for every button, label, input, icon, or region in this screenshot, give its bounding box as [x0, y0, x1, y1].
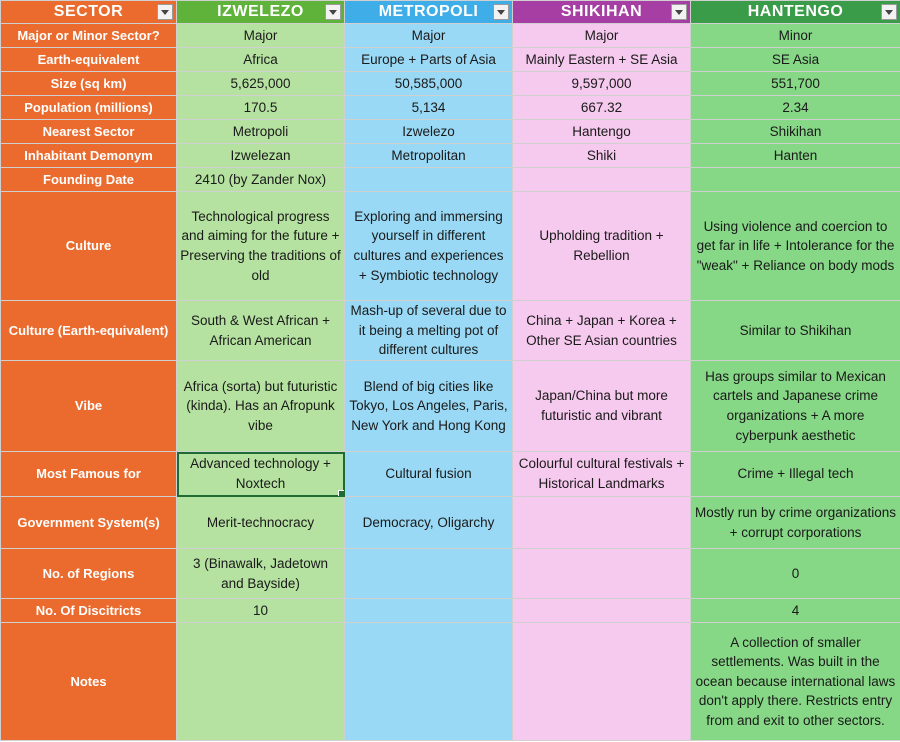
header-label: SHIKIHAN [560, 3, 643, 21]
hantengo-cell[interactable]: SE Asia [691, 48, 900, 72]
metropoli-cell[interactable] [345, 168, 513, 192]
table-row [1, 72, 900, 96]
izwelezo-cell[interactable]: Africa (sorta) but futuristic (kinda). Has an Afropunk vibe [177, 361, 345, 452]
metropoli-cell[interactable] [345, 549, 513, 599]
header-row [1, 1, 900, 24]
row-label-cell[interactable]: Inhabitant Demonym [1, 144, 177, 168]
table-row [1, 497, 900, 549]
izwelezo-cell[interactable]: 2410 (by Zander Nox) [177, 168, 345, 192]
hantengo-cell[interactable]: Hanten [691, 144, 900, 168]
metropoli-cell[interactable]: Blend of big cities like Tokyo, Los Angeles, Paris, New York and Hong Kong [345, 361, 513, 452]
shikihan-cell[interactable] [513, 168, 691, 192]
row-label-cell[interactable]: Notes [1, 623, 177, 741]
metropoli-cell[interactable]: Exploring and immersing yourself in different cultures and experiences + Symbiotic technology [345, 192, 513, 301]
shikihan-cell[interactable]: Upholding tradition + Rebellion [513, 192, 691, 301]
shikihan-cell[interactable]: Shiki [513, 144, 691, 168]
header-label: IZWELEZO [217, 3, 304, 21]
izwelezo-cell[interactable]: Izwelezan [177, 144, 345, 168]
hantengo-cell[interactable]: 2.34 [691, 96, 900, 120]
table-row [1, 168, 900, 192]
row-label-cell[interactable]: Major or Minor Sector? [1, 24, 177, 48]
header-cell-izwelezo[interactable] [177, 1, 345, 24]
header-label: SECTOR [53, 3, 124, 21]
metropoli-cell[interactable] [345, 599, 513, 623]
hantengo-cell[interactable]: 0 [691, 549, 900, 599]
metropoli-cell[interactable]: Metropolitan [345, 144, 513, 168]
izwelezo-cell[interactable]: South & West African + African American [177, 301, 345, 361]
table-row [1, 599, 900, 623]
shikihan-cell[interactable]: Japan/China but more futuristic and vibrant [513, 361, 691, 452]
table-row [1, 192, 900, 301]
metropoli-cell[interactable]: Major [345, 24, 513, 48]
row-label-cell[interactable]: Nearest Sector [1, 120, 177, 144]
hantengo-cell[interactable]: A collection of smaller settlements. Was built in the ocean because international laws don't apply there. Restricts entry from and exit to other sectors. [691, 623, 900, 741]
filter-button[interactable] [881, 4, 897, 20]
hantengo-cell[interactable]: Minor [691, 24, 900, 48]
table-row [1, 24, 900, 48]
row-label-cell[interactable]: Vibe [1, 361, 177, 452]
header-cell-metropoli[interactable] [345, 1, 513, 24]
table-row [1, 120, 900, 144]
header-cell-sector[interactable] [1, 1, 177, 24]
row-label-cell[interactable]: Population (millions) [1, 96, 177, 120]
izwelezo-cell[interactable]: 3 (Binawalk, Jadetown and Bayside) [177, 549, 345, 599]
metropoli-cell[interactable]: 5,134 [345, 96, 513, 120]
chevron-down-icon [497, 10, 505, 15]
filter-button[interactable] [493, 4, 509, 20]
shikihan-cell[interactable]: China + Japan + Korea + Other SE Asian countries [513, 301, 691, 361]
table-row [1, 361, 900, 452]
shikihan-cell[interactable]: Mainly Eastern + SE Asia [513, 48, 691, 72]
shikihan-cell[interactable]: 667.32 [513, 96, 691, 120]
shikihan-cell[interactable]: 9,597,000 [513, 72, 691, 96]
hantengo-cell[interactable]: Shikihan [691, 120, 900, 144]
metropoli-cell[interactable]: Democracy, Oligarchy [345, 497, 513, 549]
shikihan-cell[interactable]: Colourful cultural festivals + Historical Landmarks [513, 452, 691, 497]
row-label-cell[interactable]: Earth-equivalent [1, 48, 177, 72]
chevron-down-icon [675, 10, 683, 15]
izwelezo-cell[interactable]: 170.5 [177, 96, 345, 120]
filter-button[interactable] [157, 4, 173, 20]
metropoli-cell[interactable] [345, 623, 513, 741]
chevron-down-icon [329, 10, 337, 15]
filter-button[interactable] [325, 4, 341, 20]
hantengo-cell[interactable]: Using violence and coercion to get far in life + Intolerance for the "weak" + Reliance on body mods [691, 192, 900, 301]
row-label-cell[interactable]: Culture [1, 192, 177, 301]
shikihan-cell[interactable] [513, 599, 691, 623]
fill-handle[interactable] [338, 490, 345, 497]
table-row [1, 48, 900, 72]
metropoli-cell[interactable]: Izwelezo [345, 120, 513, 144]
izwelezo-cell[interactable]: Metropoli [177, 120, 345, 144]
izwelezo-cell[interactable]: 5,625,000 [177, 72, 345, 96]
row-label-cell[interactable]: Founding Date [1, 168, 177, 192]
table-row [1, 301, 900, 361]
izwelezo-cell[interactable]: Merit-technocracy [177, 497, 345, 549]
table-row [1, 452, 900, 497]
header-cell-hantengo[interactable] [691, 1, 900, 24]
shikihan-cell[interactable] [513, 497, 691, 549]
shikihan-cell[interactable]: Major [513, 24, 691, 48]
table-row [1, 623, 900, 741]
metropoli-cell[interactable]: Europe + Parts of Asia [345, 48, 513, 72]
row-label-cell[interactable]: Culture (Earth-equivalent) [1, 301, 177, 361]
row-label-cell[interactable]: Size (sq km) [1, 72, 177, 96]
hantengo-cell[interactable]: 4 [691, 599, 900, 623]
hantengo-cell[interactable]: Similar to Shikihan [691, 301, 900, 361]
header-label: HANTENGO [747, 3, 844, 21]
metropoli-cell[interactable]: 50,585,000 [345, 72, 513, 96]
header-cell-shikihan[interactable] [513, 1, 691, 24]
row-label-cell[interactable]: No. Of Discitricts [1, 599, 177, 623]
izwelezo-cell-text: Advanced technology + Noxtech [190, 456, 331, 491]
shikihan-cell[interactable]: Hantengo [513, 120, 691, 144]
hantengo-cell[interactable]: Has groups similar to Mexican cartels and Japanese crime organizations + A more cyberpunk aesthetic [691, 361, 900, 452]
hantengo-cell[interactable]: Mostly run by crime organizations + corrupt corporations [691, 497, 900, 549]
row-label-cell[interactable]: Most Famous for [1, 452, 177, 497]
filter-button[interactable] [671, 4, 687, 20]
table-row [1, 549, 900, 599]
hantengo-cell[interactable]: Crime + Illegal tech [691, 452, 900, 497]
row-label-cell[interactable]: No. of Regions [1, 549, 177, 599]
chevron-down-icon [161, 10, 169, 15]
izwelezo-cell[interactable]: Major [177, 24, 345, 48]
izwelezo-cell[interactable] [177, 623, 345, 741]
header-label: METROPOLI [378, 3, 479, 21]
izwelezo-cell[interactable]: 10 [177, 599, 345, 623]
metropoli-cell[interactable]: Mash-up of several due to it being a melting pot of different cultures [345, 301, 513, 361]
hantengo-cell[interactable]: 551,700 [691, 72, 900, 96]
shikihan-cell[interactable] [513, 623, 691, 741]
table-row [1, 144, 900, 168]
chevron-down-icon [885, 10, 893, 15]
table-row [1, 96, 900, 120]
hantengo-cell[interactable] [691, 168, 900, 192]
izwelezo-cell[interactable]: Technological progress and aiming for the future + Preserving the traditions of old [177, 192, 345, 301]
shikihan-cell[interactable] [513, 549, 691, 599]
selected-cell[interactable] [177, 452, 345, 497]
row-label-cell[interactable]: Government System(s) [1, 497, 177, 549]
izwelezo-cell[interactable]: Africa [177, 48, 345, 72]
metropoli-cell[interactable]: Cultural fusion [345, 452, 513, 497]
